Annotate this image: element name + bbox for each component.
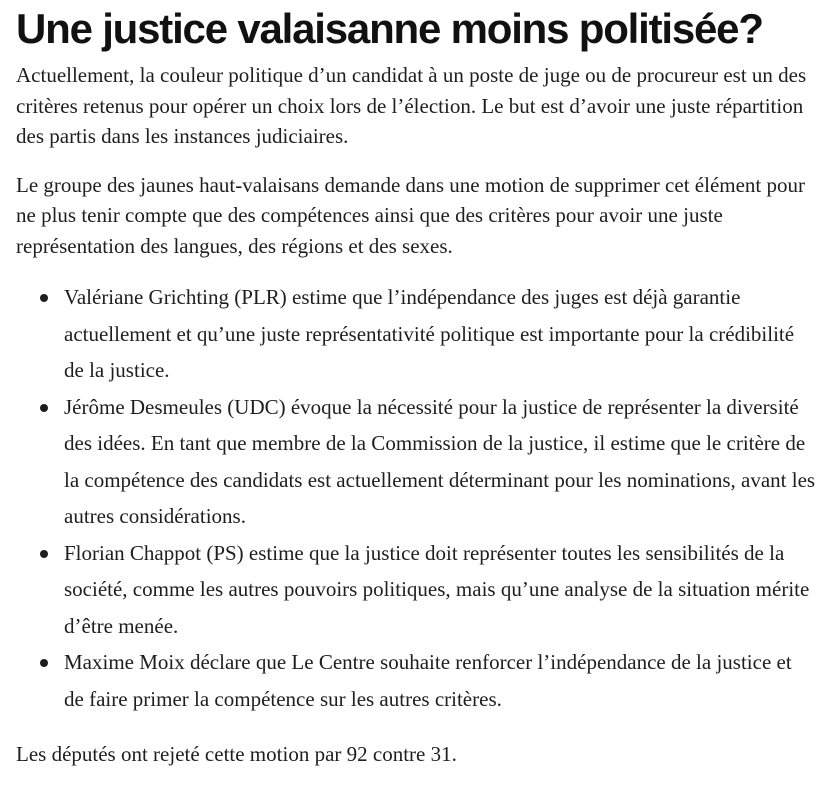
list-item [16,535,816,645]
paragraph-conclusion: Les députés ont rejeté cette motion par 92 contre 31. [16,742,457,766]
paragraph-intro: Actuellement, la couleur politique d’un candidat à un poste de juge ou de procureur est un des critères retenus pour opérer un choix lors de l’élection. Le but est d’avoir une juste répartition des partis dans les instances judiciaires. [16,63,807,148]
list-item-text: Maxime Moix déclare que Le Centre souhaite renforcer l’indépendance de la justice et de faire primer la compétence sur les autres critères. [64,650,792,711]
list-item-text: Valériane Grichting (PLR) estime que l’indépendance des juges est déjà garantie actuellement et qu’une juste représentativité politique est importante pour la crédibilité de la justice. [64,285,795,382]
list-item-text: Florian Chappot (PS) estime que la justice doit représenter toutes les sensibilités de la société, comme les autres pouvoirs politiques, mais qu’une analyse de la situation mérite d’être menée. [64,540,810,638]
bullet-icon [40,550,48,558]
paragraph-motion: Le groupe des jaunes haut-valaisans demande dans une motion de supprimer cet élément pour ne plus tenir compte que des compétences ainsi que des critères pour avoir une juste représentation des langues, des régions et des sexes. [16,172,805,258]
article-title: Une justice valaisanne moins politisée? [16,5,763,52]
list-item [16,279,816,389]
bullet-icon [40,294,48,302]
article [16,0,816,788]
list-item-text: Jérôme Desmeules (UDC) évoque la nécessité pour la justice de représenter la diversité des idées. En tant que membre de la Commission de la justice, il estime que le critère de la compétence des candidats est actuellement déterminant pour les nominations, avant les autres considérations. [64,394,816,528]
list-item [16,644,816,717]
opinions-list [16,279,816,717]
bullet-icon [40,404,48,412]
bullet-icon [40,659,48,667]
list-item [16,389,816,535]
